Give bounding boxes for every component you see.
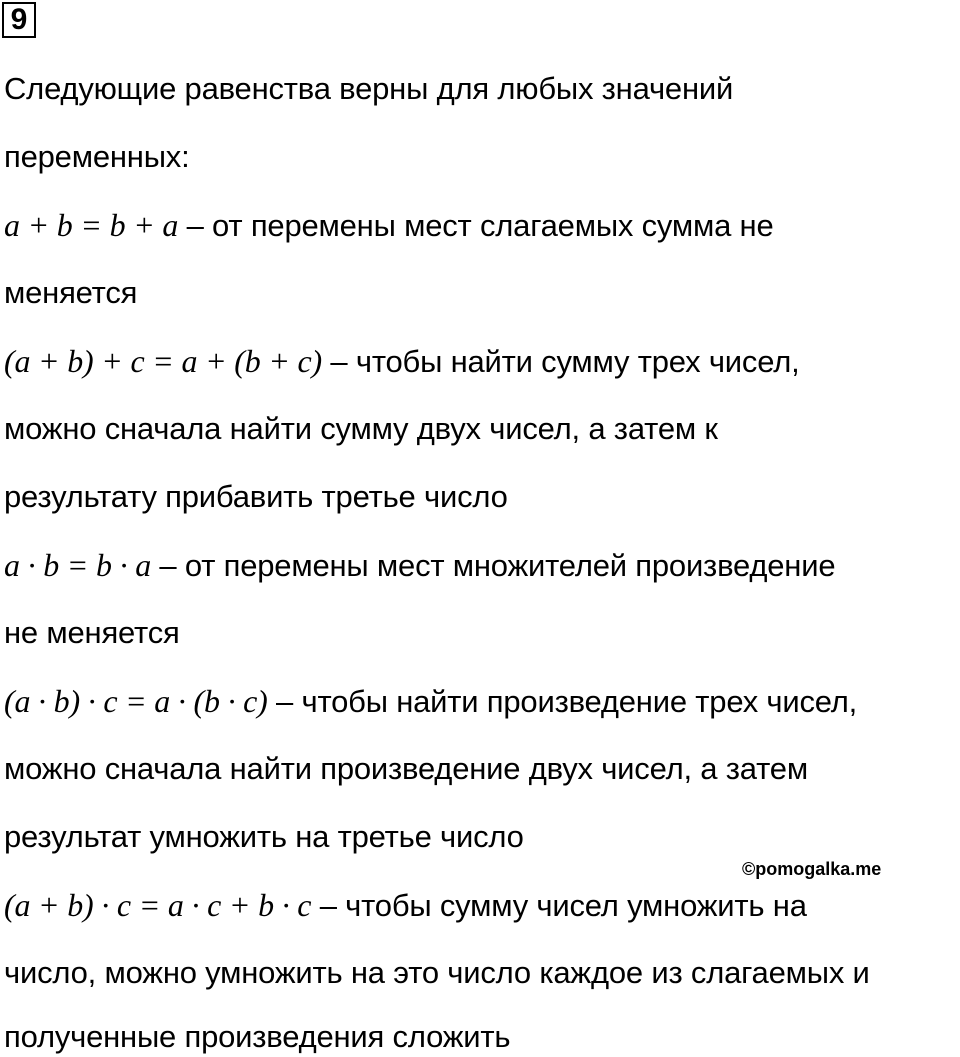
equality-line (4, 341, 800, 382)
equality-line (4, 545, 835, 586)
equality-line (4, 885, 807, 926)
formula-associative-addition: (a + b) + c = a + (b + c) (4, 343, 323, 379)
equality-description: – от перемены мест слагаемых сумма не (178, 208, 774, 243)
formula-commutative-addition: a + b = b + a (4, 207, 179, 243)
intro-line-2: переменных: (4, 139, 190, 174)
equality-continuation: полученные произведения сложить (4, 1019, 511, 1054)
equality-continuation: результату прибавить третье число (4, 479, 508, 514)
equality-description: – чтобы сумму чисел умножить на (311, 888, 807, 923)
equality-line (4, 681, 857, 722)
equality-description: – чтобы найти сумму трех чисел, (322, 344, 800, 379)
equality-continuation: не меняется (4, 615, 180, 650)
equality-continuation: можно сначала найти сумму двух чисел, а затем к (4, 411, 718, 446)
watermark: ©pomogalka.me (742, 859, 882, 879)
formula-commutative-multiplication: a · b = b · a (4, 547, 151, 583)
equality-continuation: результат умножить на третье число (4, 819, 524, 854)
equality-description: – от перемены мест множителей произведение (151, 548, 836, 583)
equality-continuation: меняется (4, 275, 138, 310)
equality-description: – чтобы найти произведение трех чисел, (267, 684, 858, 719)
equality-line (4, 205, 774, 246)
task-number-box: 9 (2, 2, 36, 38)
equality-continuation: число, можно умножить на это число каждое из слагаемых и (4, 955, 870, 990)
intro-line-1: Следующие равенства верны для любых значений (4, 71, 734, 106)
formula-distributive: (a + b) · c = a · c + b · c (4, 887, 312, 923)
formula-associative-multiplication: (a · b) · c = a · (b · c) (4, 683, 268, 719)
equality-continuation: можно сначала найти произведение двух чисел, а затем (4, 751, 808, 786)
